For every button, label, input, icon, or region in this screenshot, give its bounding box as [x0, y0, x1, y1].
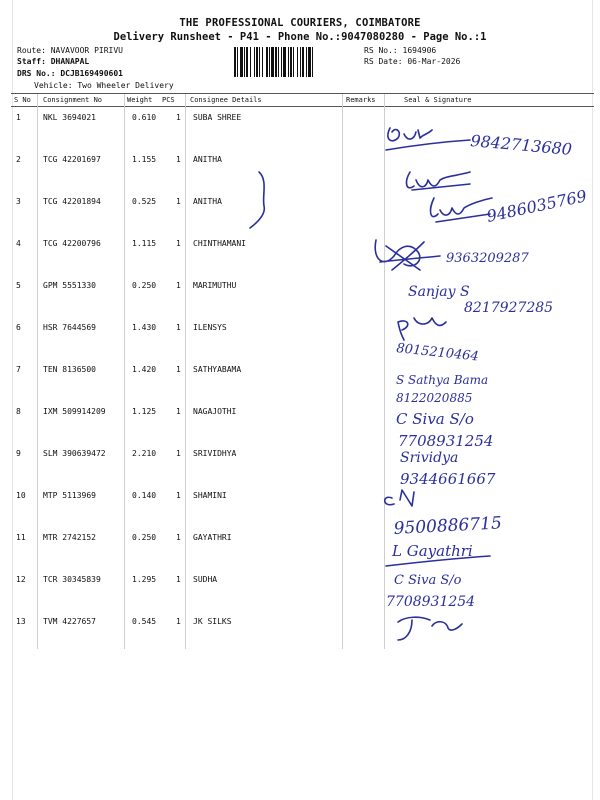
- row-consignee: SHAMINI: [193, 491, 227, 500]
- handwritten-text: C Siva S/o: [396, 410, 474, 428]
- row-consignment-no: MTR 2742152: [43, 533, 96, 542]
- row-weight: 1.430: [132, 323, 157, 332]
- row-sno: 9: [16, 449, 21, 458]
- row-consignment-no: MTP 5113969: [43, 491, 96, 500]
- rs-number: RS No.: 1694906: [364, 46, 437, 55]
- handwritten-mark: [250, 172, 264, 228]
- handwritten-text: C Siva S/o: [394, 573, 462, 588]
- row-sno: 5: [16, 281, 21, 290]
- row-weight: 2.210: [132, 449, 157, 458]
- row-weight: 1.125: [132, 407, 157, 416]
- row-sno: 7: [16, 365, 21, 374]
- handwritten-signature: [388, 128, 432, 141]
- handwritten-text: 8015210464: [395, 341, 480, 365]
- row-consignee: JK SILKS: [193, 617, 232, 626]
- handwritten-text: 9500886715: [393, 513, 503, 539]
- handwritten-text: S Sathya Bama: [396, 373, 489, 387]
- row-pcs: 1: [176, 155, 181, 164]
- row-pcs: 1: [176, 407, 181, 416]
- column-header-seal-signature: Seal & Signature: [404, 96, 472, 104]
- vehicle-label: Vehicle: Two Wheeler Delivery: [34, 81, 174, 90]
- column-header-weight: Weight: [127, 96, 153, 104]
- row-weight: 1.420: [132, 365, 157, 374]
- row-pcs: 1: [176, 575, 181, 584]
- row-sno: 4: [16, 239, 21, 248]
- row-sno: 10: [16, 491, 26, 500]
- row-consignee: SRIVIDHYA: [193, 449, 237, 458]
- column-header-pcs: PCS: [162, 96, 175, 104]
- column-header-consignee: Consignee Details: [190, 96, 262, 104]
- handwritten-text: 9363209287: [446, 251, 529, 266]
- column-header-remarks: Remarks: [346, 96, 376, 104]
- row-consignee: ANITHA: [193, 155, 222, 164]
- row-sno: 6: [16, 323, 21, 332]
- row-weight: 0.250: [132, 533, 157, 542]
- row-weight: 1.115: [132, 239, 157, 248]
- row-sno: 3: [16, 197, 21, 206]
- handwritten-text: 7708931254: [398, 432, 494, 450]
- handwritten-text: Srividya: [400, 450, 459, 466]
- company-title: THE PROFESSIONAL COURIERS, COIMBATORE: [179, 17, 421, 29]
- row-consignee: MARIMUTHU: [193, 281, 237, 290]
- row-consignment-no: TCG 42201697: [43, 155, 101, 164]
- handwritten-text: Sanjay S: [408, 284, 470, 300]
- row-weight: 0.250: [132, 281, 157, 290]
- column-header-sno: S No: [14, 96, 31, 104]
- rs-date: RS Date: 06-Mar-2026: [364, 57, 461, 66]
- handwritten-text: 9842713680: [469, 131, 573, 159]
- row-pcs: 1: [176, 239, 181, 248]
- row-pcs: 1: [176, 113, 181, 122]
- row-consignee: NAGAJOTHI: [193, 407, 237, 416]
- row-consignment-no: GPM 5551330: [43, 281, 96, 290]
- row-sno: 2: [16, 155, 21, 164]
- row-sno: 1: [16, 113, 21, 122]
- row-consignment-no: IXM 509914209: [43, 407, 106, 416]
- row-consignment-no: TEN 8136500: [43, 365, 96, 374]
- row-consignee: SUBA SHREE: [193, 113, 242, 122]
- route-label: Route: NAVAVOOR PIRIVU: [17, 46, 123, 55]
- row-consignment-no: SLM 390639472: [43, 449, 106, 458]
- row-weight: 0.545: [132, 617, 157, 626]
- handwritten-text: 8122020885: [396, 391, 473, 405]
- row-consignee: ILENSYS: [193, 323, 227, 332]
- row-consignment-no: TCG 42200796: [43, 239, 101, 248]
- row-weight: 0.610: [132, 113, 157, 122]
- handwritten-text: 8217927285: [464, 300, 554, 316]
- handwritten-text: L Gayathri: [392, 542, 473, 560]
- row-consignment-no: TCR 30345839: [43, 575, 101, 584]
- drs-number: DRS No.: DCJB169490601: [17, 69, 123, 78]
- handwritten-text: 9486035769: [484, 186, 589, 226]
- row-consignment-no: TCG 42201894: [43, 197, 101, 206]
- handwritten-signature: [385, 490, 414, 506]
- row-sno: 8: [16, 407, 21, 416]
- handwritten-signature: [375, 240, 440, 270]
- row-pcs: 1: [176, 281, 181, 290]
- row-pcs: 1: [176, 323, 181, 332]
- row-pcs: 1: [176, 491, 181, 500]
- row-consignment-no: HSR 7644569: [43, 323, 96, 332]
- row-weight: 0.140: [132, 491, 157, 500]
- handwritten-signature: [431, 198, 492, 222]
- row-weight: 1.295: [132, 575, 157, 584]
- column-header-consignment: Consignment No: [43, 96, 103, 104]
- row-pcs: 1: [176, 197, 181, 206]
- row-pcs: 1: [176, 617, 181, 626]
- row-consignee: CHINTHAMANI: [193, 239, 246, 248]
- handwritten-text: 9344661667: [400, 470, 496, 488]
- row-pcs: 1: [176, 449, 181, 458]
- handwritten-signature: [398, 617, 462, 640]
- row-consignee: ANITHA: [193, 197, 222, 206]
- row-sno: 13: [16, 617, 26, 626]
- row-consignee: GAYATHRI: [193, 533, 232, 542]
- row-sno: 12: [16, 575, 26, 584]
- handwritten-mark: [386, 140, 470, 150]
- row-consignee: SUDHA: [193, 575, 218, 584]
- row-consignment-no: NKL 3694021: [43, 113, 96, 122]
- row-weight: 0.525: [132, 197, 157, 206]
- handwritten-signature: [398, 318, 446, 340]
- handwritten-text: 7708931254: [386, 594, 476, 610]
- row-consignment-no: TVM 4227657: [43, 617, 96, 626]
- row-pcs: 1: [176, 533, 181, 542]
- row-consignee: SATHYABAMA: [193, 365, 242, 374]
- row-weight: 1.155: [132, 155, 157, 164]
- handwritten-signature: [407, 172, 470, 190]
- row-pcs: 1: [176, 365, 181, 374]
- staff-label: Staff: DHANAPAL: [17, 57, 90, 66]
- runsheet-subtitle: Delivery Runsheet - P41 - Phone No.:9047080280 - Page No.:1: [113, 31, 487, 43]
- row-sno: 11: [16, 533, 26, 542]
